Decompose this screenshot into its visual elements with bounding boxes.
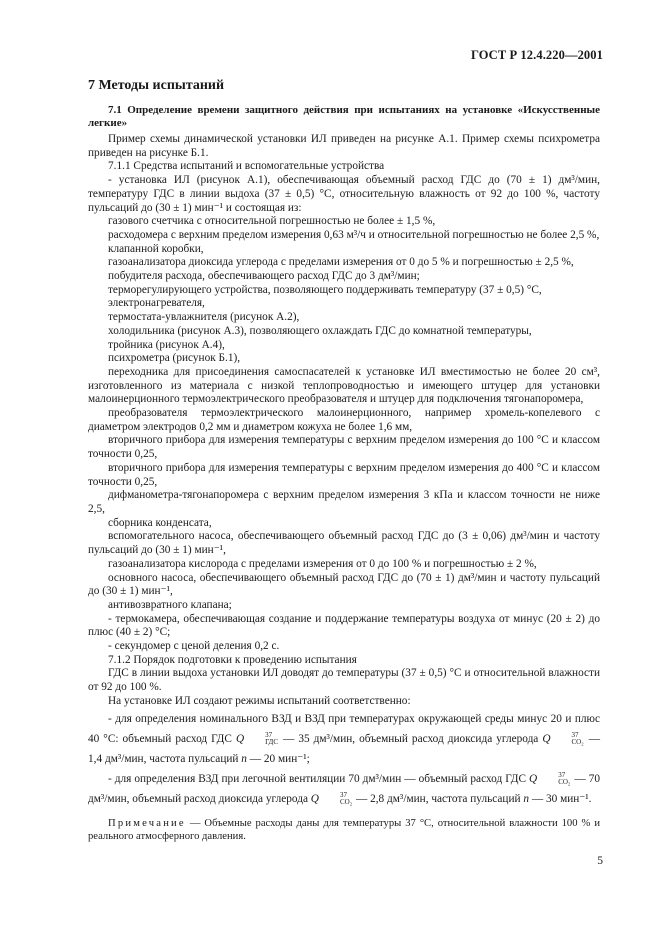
list-item: дифманометра-тягонапоромера с верхним пределом измерения 3 кПа и классом точности не ниже 2,5, [88,489,600,515]
list-item: газового счетчика с относительной погрешностью не более ± 1,5 %, [108,215,436,228]
note-text: — Объемные расходы даны для температуры 37 °С, относительной влажности 100 % и реального атмосферного давления. [88,817,600,842]
formula-paragraph: - для определения номинального ВЗД и ВЗД при температурах окружающей среды минус 20 и плюс 40 °С: объемный расход ГДС Q 37 ГДС — 35 дм³/мин, объемный расход диоксида углерода Q 37 CO₂ — 1,4 дм³/мин, частота пульсаций n — 20 мин⁻¹; [88,712,600,765]
formula-index: 37 CO₂ [571,730,584,746]
list-item: терморегулирующего устройства, позволяющего поддерживать температуру (37 ± 0,5) °С, [108,283,542,296]
paragraph: 7.1.2 Порядок подготовки к проведению испытания [108,653,357,666]
list-item: газоанализатора диоксида углерода с пределами измерения от 0 до 5 % и погрешностью ± 2,5 %, [108,256,574,269]
list-item: - секундомер с ценой деления 0,2 с. [108,640,280,653]
list-item: вторичного прибора для измерения температуры с верхним пределом измерения до 400 °С и классом точности 0,25, [88,461,600,488]
section-title: 7 Методы испытаний [88,78,225,93]
list-item: основного насоса, обеспечивающего объемный расход ГДС до (70 ± 1) дм³/мин и частоту пульсаций до (30 ± 1) мин⁻¹, [88,571,600,598]
list-item: клапанной коробки, [108,242,204,255]
list-item: термостата-увлажнителя (рисунок А.2), [108,311,300,324]
list-item: газоанализатора кислорода с пределами измерения от 0 до 100 % и погрешностью ± 2 %, [108,557,537,570]
subsection-title: 7.1 Определение времени защитного действия при испытаниях на установке «Искусственные легкие» [88,104,600,129]
list-item: побудителя расхода, обеспечивающего расход ГДС до 3 дм³/мин; [108,270,420,283]
list-item: - термокамера, обеспечивающая создание и поддержание температуры воздуха от минус (20 ± 2) до плюс (40 ± 2) °С; [88,612,600,639]
page-number: 5 [597,855,603,867]
list-item: вторичного прибора для измерения температуры с верхним пределом измерения до 100 °С и классом точности 0,25, [88,434,600,461]
paragraph: 7.1.1 Средства испытаний и вспомогательные устройства [108,160,385,173]
formula-index: 37 CO₂ [339,790,353,806]
list-item: переходника для присоединения самоспасателей к установке ИЛ вместимостью не более 20 см³, изготовленного из материала с низкой теплопроводностью и имеющего штуцер для установки малоинерционного термоэлектрического преобразователя и штуцер для подключения тягонапоромера, [88,365,600,406]
paragraph: - установка ИЛ (рисунок А.1), обеспечивающая объемный расход ГДС до (70 ± 1) дм³/мин, температуру ГДС в линии выдоха (37 ± 0,5) °С, относительную влажность от 92 до 100 %, частоту пульсаций до (30 ± 1) мин⁻¹ и состоящая из: [88,174,600,214]
list-item: вспомогательного насоса, обеспечивающего объемный расход ГДС до (3 ± 0,06) дм³/мин и частоту пульсаций до (30 ± 1) мин⁻¹, [88,530,600,557]
paragraph: ГДС в линии выдоха установки ИЛ доводят до температуры (37 ± 0,5) °С и относительной влажности от 92 до 100 %. [88,667,600,694]
document-header: ГОСТ Р 12.4.220—2001 [470,48,603,62]
note [88,817,600,843]
list-item: сборника конденсата, [108,516,212,529]
list-item: холодильника (рисунок А.3), позволяющего охлаждать ГДС до комнатной температуры, [108,324,532,337]
document-body [88,78,600,843]
formula-index: 37 CO₂ [558,770,571,786]
formula-index: 37 ГДС [265,730,278,746]
list-item: антивозвратного клапана; [108,598,232,611]
list-item: тройника (рисунок А.4), [108,338,225,351]
list-item: преобразователя термоэлектрического малоинерционного, например хромель-копелевого с диаметром электродов 0,2 мм и диаметром кожуха не более 1,6 мм, [88,407,600,433]
formula-paragraph: - для определения ВЗД при легочной вентиляции 70 дм³/мин — объемный расход ГДС Q 37 CO₂ — 70 дм³/мин, объемный расход диоксида углерода Q 37 CO₂ — 2,8 дм³/мин, частота пульсаций n — 30 мин⁻¹. [88,770,600,806]
paragraph: На установке ИЛ создают режимы испытаний соответственно: [108,694,411,707]
paragraph: Пример схемы динамической установки ИЛ приведен на рисунке А.1. Пример схемы психрометра приведен на рисунке Б.1. [88,133,600,159]
list-item: расходомера с верхним пределом измерения 0,63 м³/ч и относительной погрешностью не более 2,5 %, [108,228,600,241]
note-label: Примечание [108,817,186,829]
list-item: электронагревателя, [108,297,205,310]
list-item: психрометра (рисунок Б.1), [108,352,241,365]
